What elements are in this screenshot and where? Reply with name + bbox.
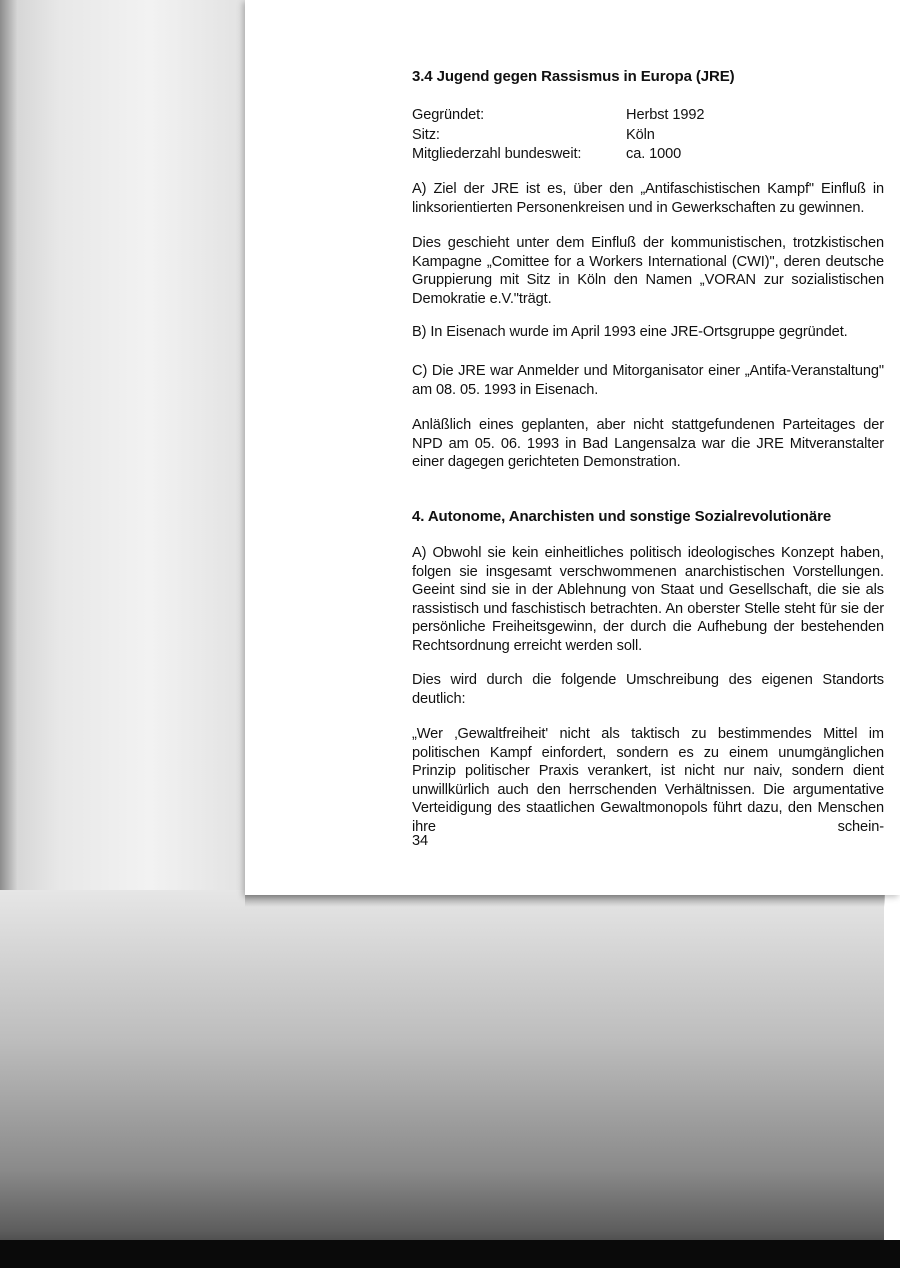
paragraph: A) Obwohl sie kein einheitliches politisch ideologisches Konzept haben, folgen sie insgesamt verschwommenen anarchistischen Vorstellungen. Geeint sind sie in der Ablehnung von Staat und Gesellschaft, die sie als rassistisch und faschistisch betrachten. An oberster Stelle steht für sie der persönliche Freiheitsgewinn, der durch die Aufhebung der bestehenden Rechtsordnung erreicht werden soll.: [412, 545, 884, 654]
paragraph: B) In Eisenach wurde im April 1993 eine JRE-Ortsgruppe gegründet.: [412, 324, 848, 340]
fact-row-founded: [412, 106, 884, 126]
paragraph: Anläßlich eines geplanten, aber nicht stattgefundenen Parteitages der NPD am 05. 06. 1993 in Bad Langensalza war die JRE Mitveranstalter einer dagegen gerichteten Demonstration.: [412, 417, 884, 471]
fact-label: Mitgliederzahl bundesweit:: [412, 146, 582, 162]
section-4-heading: [412, 507, 884, 526]
fact-value: Köln: [626, 126, 655, 143]
scanner-bottom-edge: [0, 1240, 900, 1268]
paragraph-standort: [412, 671, 884, 708]
fact-value: Herbst 1992: [626, 107, 705, 123]
paragraph: A) Ziel der JRE ist es, über den „Antifaschistischen Kampf" Einfluß in linksorientierten Personenkreisen und in Gewerkschaften zu gewinnen.: [412, 181, 884, 216]
fact-row-seat: [412, 126, 884, 146]
section-title: 3.4 Jugend gegen Rassismus in Europa (JRE): [412, 68, 735, 85]
paragraph: Dies wird durch die folgende Umschreibung des eigenen Standorts deutlich:: [412, 672, 884, 707]
fact-value: ca. 1000: [626, 146, 682, 162]
fact-label: Sitz:: [412, 126, 440, 143]
page-shadow: [245, 893, 885, 907]
scanner-bottom-shading: [0, 890, 900, 1268]
paragraph-influence: [412, 234, 884, 308]
paragraph-4a: [412, 544, 884, 656]
quote-paragraph: „Wer ‚Gewaltfreiheit' nicht als taktisch zu bestimmendes Mittel im politischen Kampf einfordert, sondern es zu einem unumgänglichen Prinzip politischer Praxis verankert, ist nicht nur naiv, sondern dient unwillkürlich auch den herrschenden Verhältnissen. Die argumentative Verteidigung des staatlichen Gewaltmonopols führt dazu, den Menschen ihre schein-: [412, 726, 884, 835]
paragraph-a: [412, 180, 884, 217]
section-title: 4. Autonome, Anarchisten und sonstige Sozialrevolutionäre: [412, 508, 832, 525]
paragraph-c: [412, 362, 884, 399]
fact-row-members: [412, 145, 884, 165]
page-number: 34: [412, 833, 429, 849]
section-3-4-heading: [412, 67, 884, 86]
paragraph-npd: [412, 416, 884, 472]
facts-table: [412, 106, 884, 165]
fact-label: Gegründet:: [412, 107, 485, 123]
paragraph-b: [412, 323, 884, 342]
paragraph: Dies geschieht unter dem Einfluß der kommunistischen, trotzkistischen Kampagne „Comittee for a Workers International (CWI)", deren deutsche Gruppierung mit Sitz in Köln den Namen „VORAN zur sozialistischen Demokratie e.V."trägt.: [412, 235, 884, 307]
quotation: [412, 725, 884, 837]
paragraph: C) Die JRE war Anmelder und Mitorganisator einer „Antifa-Veranstaltung" am 08. 05. 1993 in Eisenach.: [412, 363, 884, 398]
